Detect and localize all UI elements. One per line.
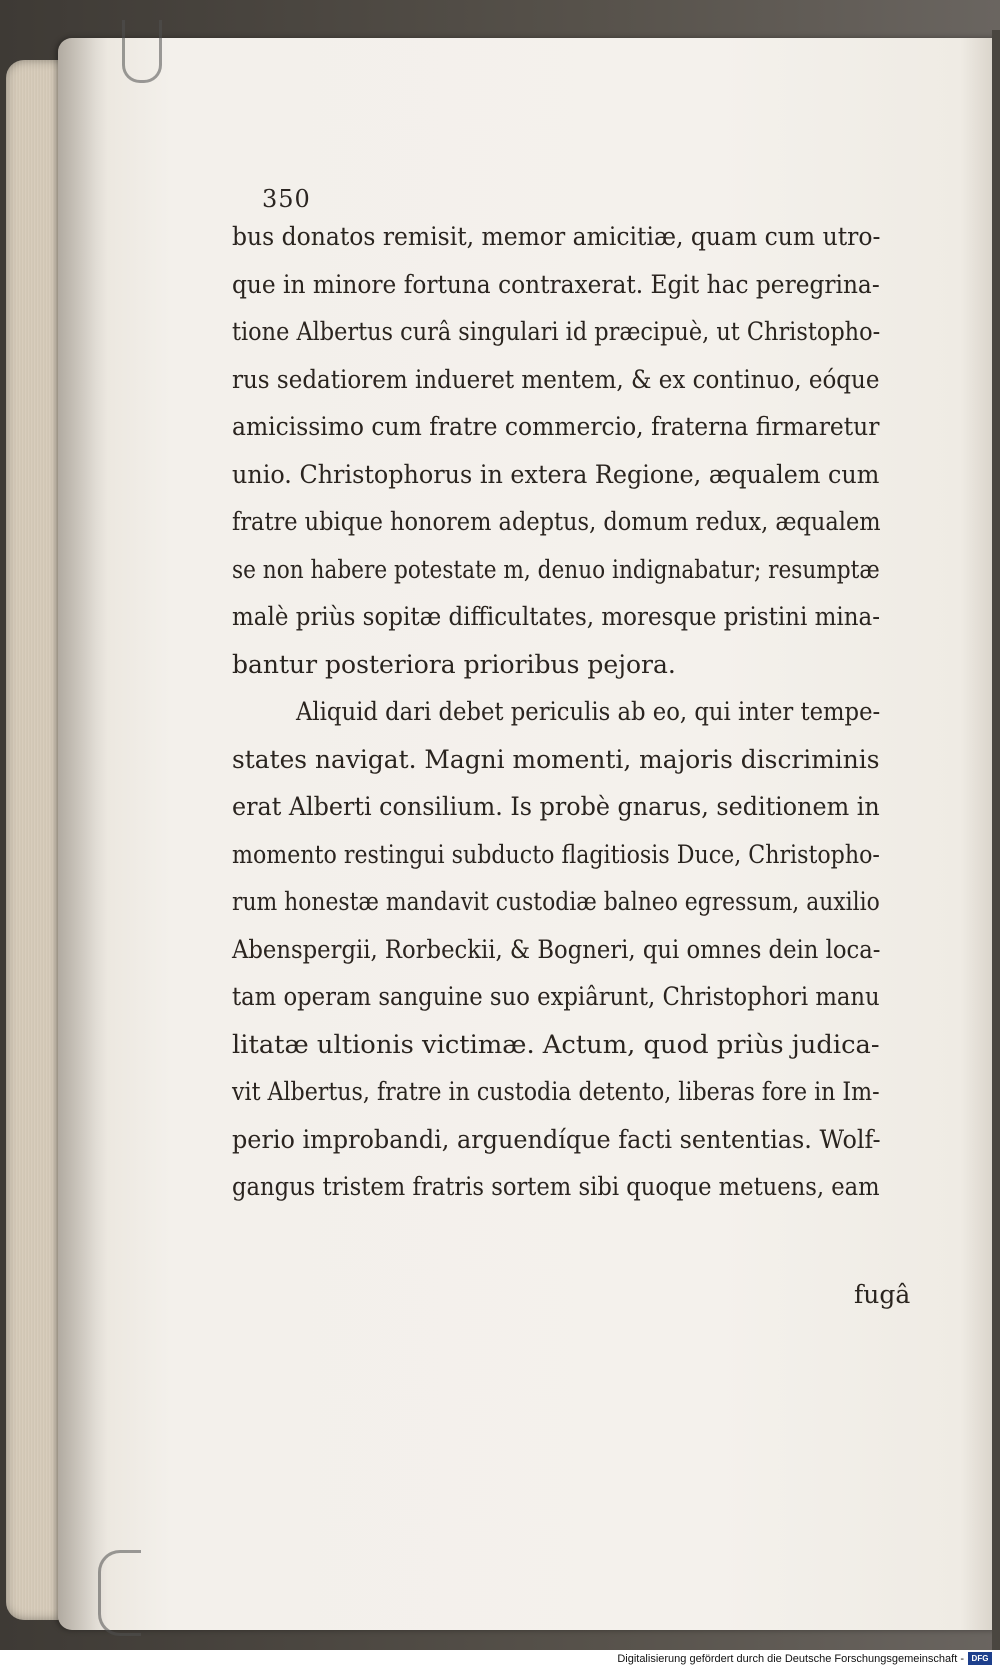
text-line: unio. Christophorus in extera Regione, æqualem cum <box>232 460 880 489</box>
text-line: momento restingui subducto flagitiosis Duce, Christopho- <box>232 840 880 869</box>
text-line: fratre ubique honorem adeptus, domum redux, æqualem <box>232 507 881 536</box>
text-line: se non habere potestate m, denuo indignabatur; resumptæ <box>232 555 880 584</box>
text-line: litatæ ultionis victimæ. Actum, quod priùs judica- <box>232 1030 880 1059</box>
text-line: states navigat. Magni momenti, majoris discriminis <box>232 745 880 774</box>
text-line: perio improbandi, arguendíque facti sententias. Wolf- <box>232 1125 881 1154</box>
text-line: tam operam sanguine suo expiârunt, Christophori manu <box>232 982 880 1011</box>
dfg-logo: DFG <box>968 1652 992 1665</box>
text-line: bantur posteriora prioribus pejora. <box>232 650 676 679</box>
text-line: malè priùs sopitæ difficultates, moresque pristini mina- <box>232 602 881 631</box>
page-clip-top <box>122 20 162 83</box>
text-line: tione Albertus curâ singulari id præcipuè, ut Christopho- <box>232 317 881 346</box>
text-line: vit Albertus, fratre in custodia detento, liberas fore in Im- <box>232 1077 880 1106</box>
text-line: Abenspergii, Rorbeckii, & Bogneri, qui omnes dein loca- <box>232 935 881 964</box>
text-line: bus donatos remisit, memor amicitiæ, quam cum utro- <box>232 222 881 251</box>
text-line: erat Alberti consilium. Is probè gnarus, seditionem in <box>232 792 880 821</box>
text-line: gangus tristem fratris sortem sibi quoque metuens, eam <box>232 1172 880 1201</box>
text-line: amicissimo cum fratre commercio, fraterna firmaretur <box>232 412 880 441</box>
funding-credit: Digitalisierung gefördert durch die Deutsche Forschungsgemeinschaft - <box>617 1653 964 1665</box>
right-edge-strip <box>992 30 1000 1650</box>
spine-shadow <box>58 38 108 1630</box>
text-line: rum honestæ mandavit custodiæ balneo egressum, auxilio <box>232 887 880 916</box>
text-line: Aliquid dari debet periculis ab eo, qui inter tempe- <box>296 697 881 726</box>
catchword: fugâ <box>854 1280 911 1309</box>
text-line: rus sedatiorem indueret mentem, & ex continuo, eóque <box>232 365 880 394</box>
text-line: que in minore fortuna contraxerat. Egit hac peregrina- <box>232 270 880 299</box>
page-number: 350 <box>262 185 311 213</box>
page-clip-bottom <box>98 1550 141 1636</box>
